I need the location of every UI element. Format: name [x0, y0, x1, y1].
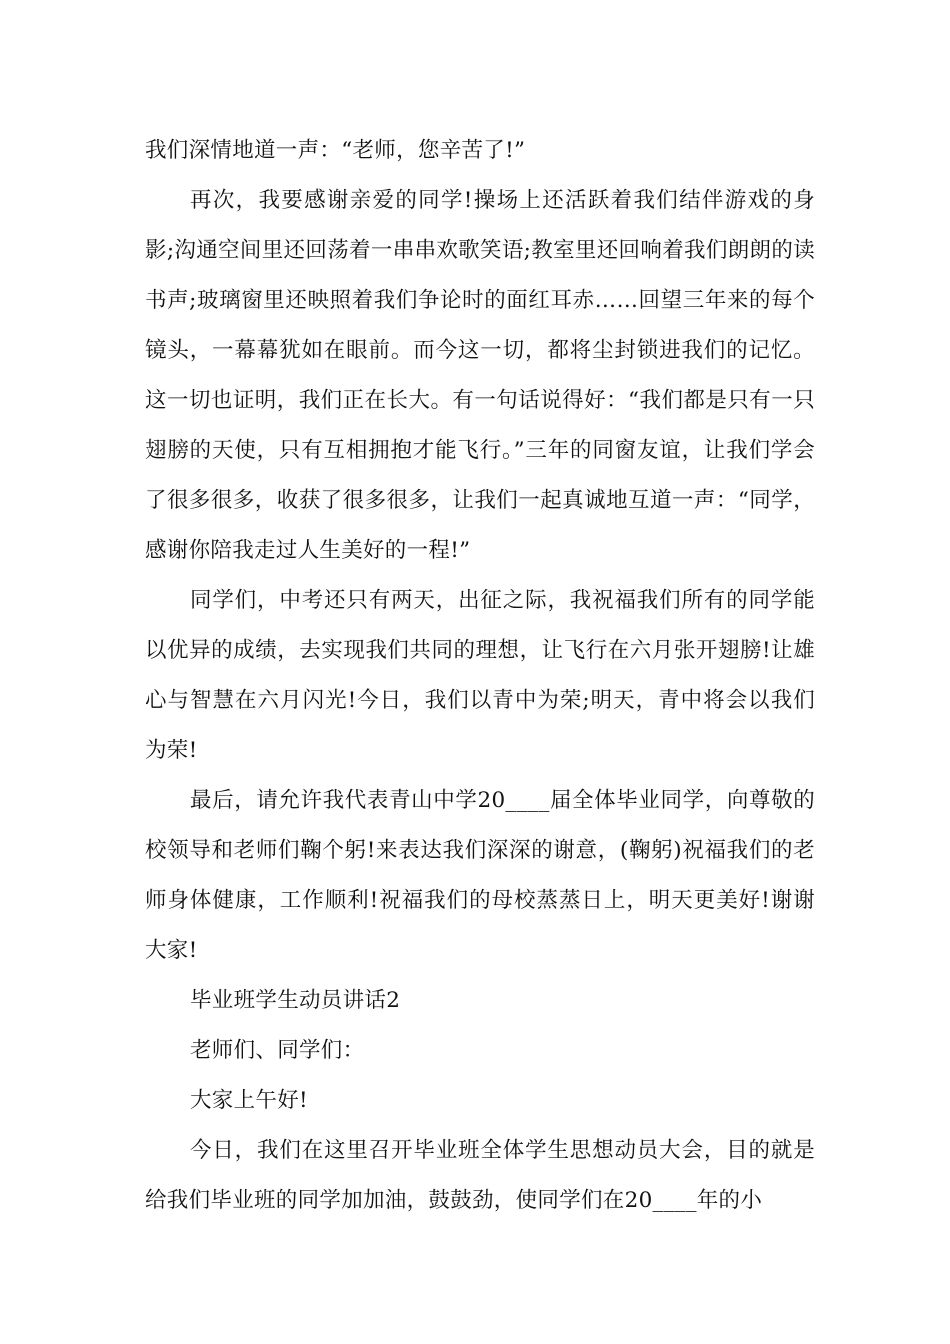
salutation: 老师们、同学们：: [190, 1038, 365, 1063]
paragraph-thanks-classmates: 再次，我要感谢亲爱的同学!操场上还活跃着我们结伴游戏的身影;沟通空间里还回荡着一串串欢歌笑语;教室里还回响着我们朗朗的读书声;玻璃窗里还映照着我们争论时的面红耳赤……回望三年来的每个镜头，一幕幕犹如在眼前。而今这一切，都将尘封锁进我们的记忆。这一切也证明，我们正在长大。有一句话说得好：“我们都是只有一只翅膀的天使，只有互相拥抱才能飞行。”三年的同窗友谊，让我们学会了很多很多，收获了很多很多，让我们一起真诚地互道一声：“同学，感谢你陪我走过人生美好的一程!”: [145, 188, 815, 563]
document-body: [145, 126, 815, 1226]
section-heading: 毕业班学生动员讲话2: [190, 988, 401, 1013]
paragraph-opening: 今日，我们在这里召开毕业班全体学生思想动员大会，目的就是给我们毕业班的同学加加油，鼓鼓劲，使同学们在20____年的小: [145, 1138, 815, 1213]
paragraph-exam-wishes: 同学们，中考还只有两天，出征之际，我祝福我们所有的同学能以优异的成绩，去实现我们共同的理想，让飞行在六月张开翅膀!让雄心与智慧在六月闪光!今日，我们以青中为荣;明天，青中将会以我们为荣!: [145, 588, 815, 763]
paragraph-continuation: 我们深情地道一声：“老师，您辛苦了!”: [145, 138, 526, 163]
greeting: 大家上午好!: [190, 1088, 308, 1113]
paragraph-closing: 最后，请允许我代表青山中学20____届全体毕业同学，向尊敬的校领导和老师们鞠个躬!来表达我们深深的谢意，(鞠躬)祝福我们的老师身体健康，工作顺利!祝福我们的母校蒸蒸日上，明天更美好!谢谢大家!: [145, 788, 815, 963]
